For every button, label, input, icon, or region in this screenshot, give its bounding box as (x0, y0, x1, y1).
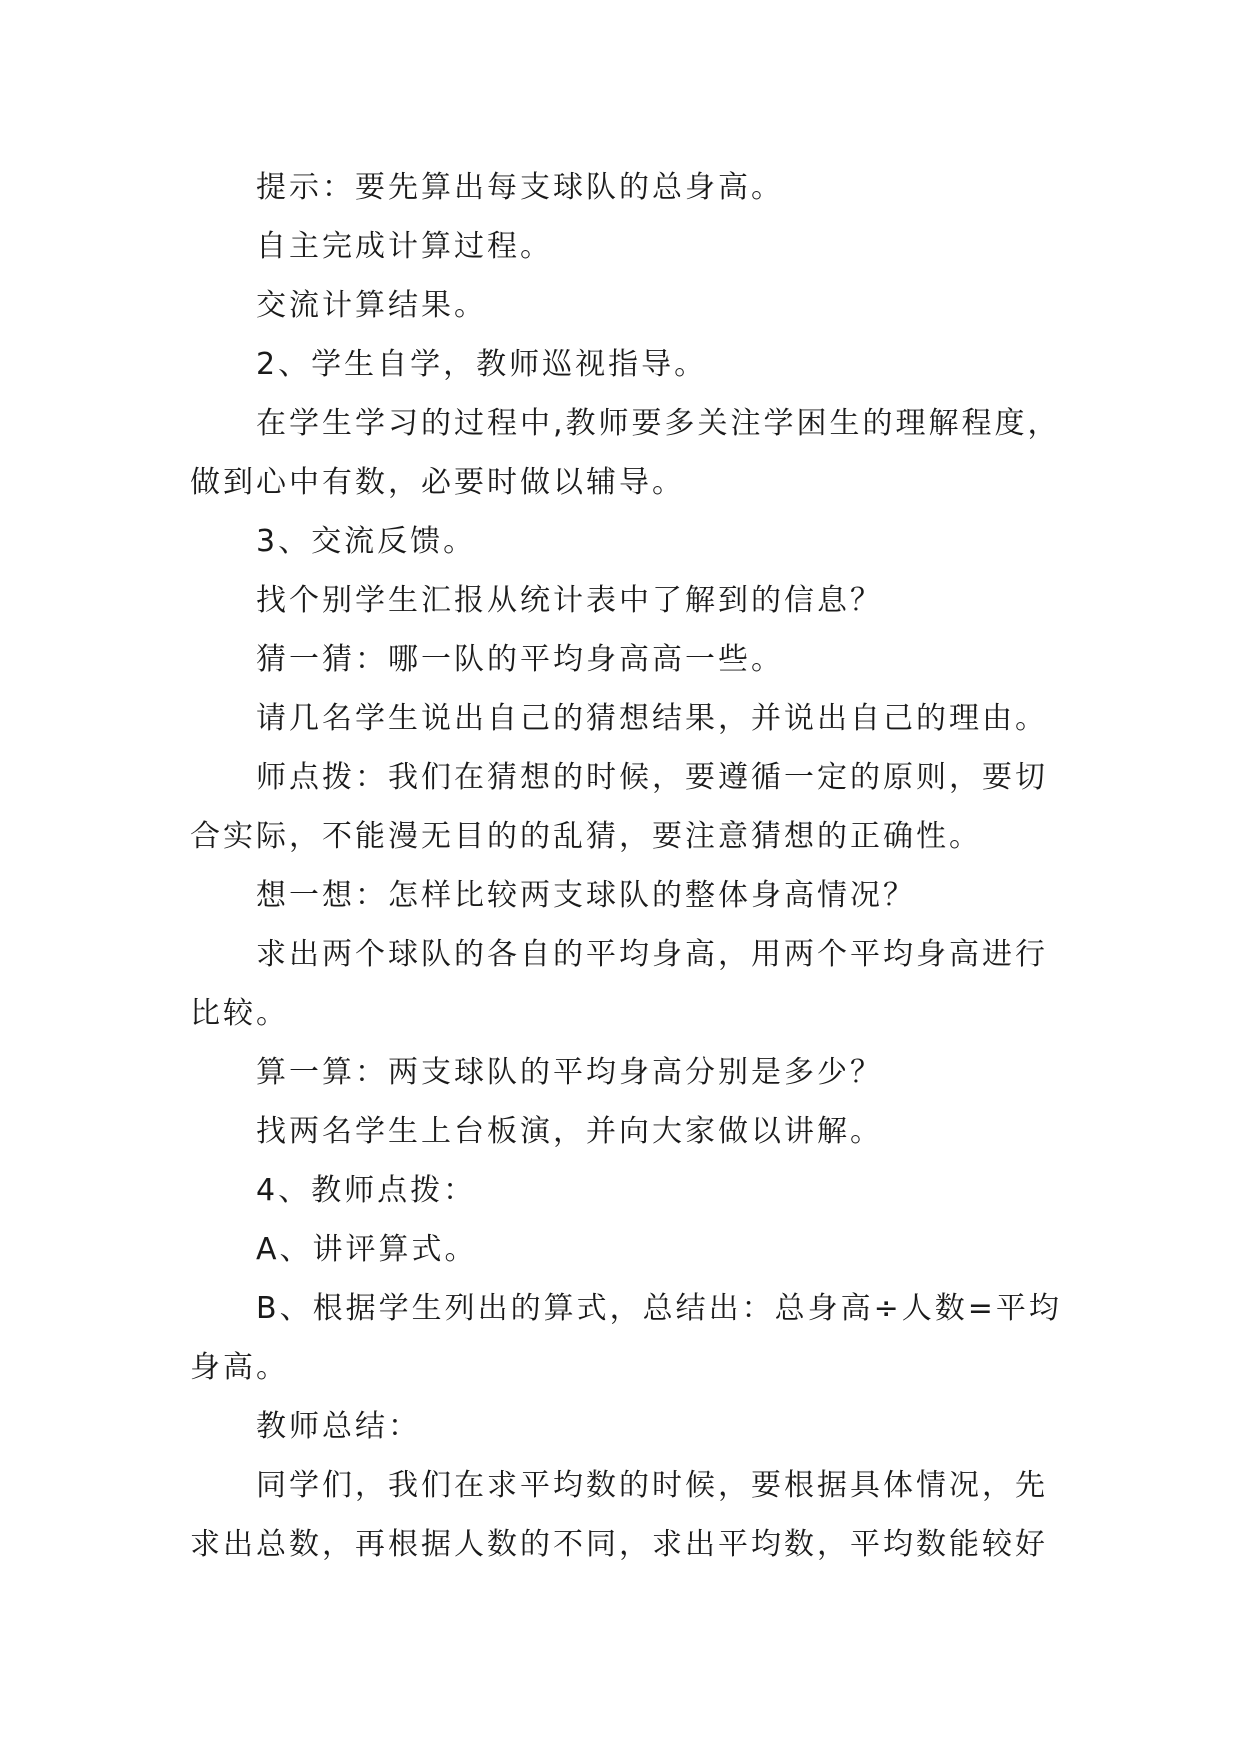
paragraph-step-2: 2、学生自学，教师巡视指导。 (256, 347, 708, 382)
paragraph-board-demo: 找两名学生上台板演，并向大家做以讲解。 (256, 1114, 883, 1149)
document-body (190, 158, 1070, 1574)
paragraph-hint: 提示：要先算出每支球队的总身高。 (256, 170, 784, 205)
paragraph-self-calc: 自主完成计算过程。 (256, 229, 553, 264)
paragraph-compare-averages: 求出两个球队的各自的平均身高，用两个平均身高进行比较。 (190, 937, 1048, 1031)
paragraph-calculate: 算一算：两支球队的平均身高分别是多少？ (256, 1055, 883, 1090)
paragraph-item-a: A、讲评算式。 (256, 1232, 478, 1267)
paragraph-summary-text: 同学们，我们在求平均数的时候，要根据具体情况，先求出总数，再根据人数的不同，求出平均数，平均数能较好 (190, 1468, 1048, 1562)
paragraph-report-info: 找个别学生汇报从统计表中了解到的信息？ (256, 583, 883, 618)
paragraph-guess: 猜一猜：哪一队的平均身高高一些。 (256, 642, 784, 677)
paragraph-summary-heading: 教师总结： (256, 1409, 421, 1444)
paragraph-think: 想一想：怎样比较两支球队的整体身高情况？ (256, 878, 916, 913)
paragraph-item-b: B、根据学生列出的算式，总结出：总身高÷人数=平均身高。 (190, 1291, 1062, 1385)
paragraph-guess-results: 请几名学生说出自己的猜想结果，并说出自己的理由。 (256, 701, 1048, 736)
paragraph-step-4: 4、教师点拨： (256, 1173, 477, 1208)
paragraph-share-results: 交流计算结果。 (256, 288, 487, 323)
paragraph-step-3: 3、交流反馈。 (256, 524, 477, 559)
paragraph-teacher-attention: 在学生学习的过程中,教师要多关注学困生的理解程度，做到心中有数，必要时做以辅导。 (190, 406, 1061, 500)
paragraph-teacher-tip: 师点拨：我们在猜想的时候，要遵循一定的原则，要切合实际，不能漫无目的的乱猜，要注意猜想的正确性。 (190, 760, 1048, 854)
